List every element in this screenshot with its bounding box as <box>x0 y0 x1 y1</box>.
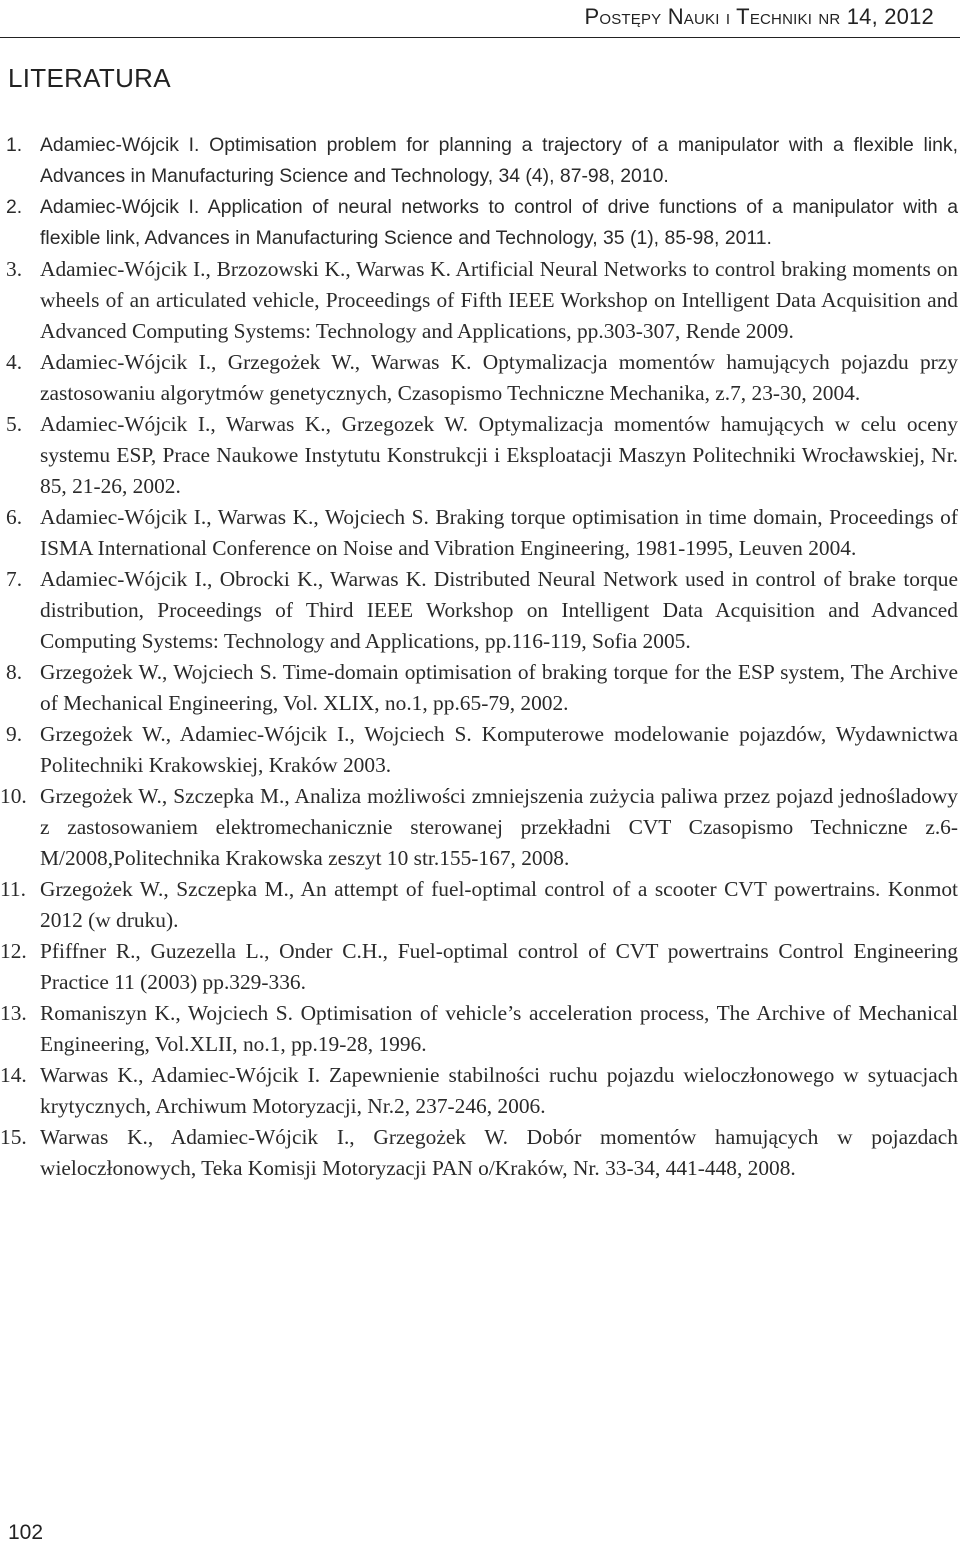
reference-item <box>0 874 958 936</box>
reference-number: 7. <box>6 567 23 591</box>
reference-item <box>0 936 958 998</box>
reference-number: 15. <box>0 1125 27 1149</box>
reference-item <box>0 254 958 347</box>
reference-text: Adamiec-Wójcik I., Obrocki K., Warwas K. Distributed Neural Network used in control of brake torque distribution, Proceedings of Third IEEE Workshop on Intelligent Data Acquisition and Advanced Computing Systems: Technology and Applications, pp.116-119, Sofia 2005. <box>40 567 958 653</box>
reference-text: Grzegożek W., Szczepka M., An attempt of fuel-optimal control of a scooter CVT powertrains. Konmot 2012 (w druku). <box>40 877 958 932</box>
reference-item <box>0 657 958 719</box>
reference-number: 12. <box>0 939 27 963</box>
reference-text: Adamiec-Wójcik I., Brzozowski K., Warwas K. Artificial Neural Networks to control braking moments on wheels of an articulated vehicle, Proceedings of Fifth IEEE Workshop on Intelligent Data Acquisition and Advanced Computing Systems: Technology and Applications, pp.303-307, Rende 2009. <box>40 257 958 343</box>
reference-item <box>0 1060 958 1122</box>
page-number: 102 <box>8 1521 44 1544</box>
reference-number: 5. <box>6 412 23 436</box>
reference-number: 8. <box>6 660 23 684</box>
running-header: Postępy Nauki i Techniki nr 14, 2012 <box>584 4 934 29</box>
reference-text: Grzegożek W., Szczepka M., Analiza możliwości zmniejszenia zużycia paliwa przez pojazd jednośladowy z zastosowaniem elektromechanicznie sterowanej przekładni CVT Czasopismo Techniczne z.6-M/2008,Politechnika Krakowska zeszyt 10 str.155-167, 2008. <box>40 784 958 870</box>
reference-number: 2. <box>6 196 23 218</box>
section-title: LITERATURA <box>8 63 171 93</box>
reference-item <box>0 719 958 781</box>
reference-number: 9. <box>6 722 23 746</box>
reference-number: 4. <box>6 350 23 374</box>
header-rule <box>0 37 960 38</box>
reference-number: 1. <box>6 134 23 156</box>
reference-number: 13. <box>0 1001 27 1025</box>
reference-item <box>0 130 958 192</box>
reference-item <box>0 347 958 409</box>
reference-text: Warwas K., Adamiec-Wójcik I. Zapewnienie stabilności ruchu pojazdu wieloczłonowego w sytuacjach krytycznych, Archiwum Motoryzacji, Nr.2, 237-246, 2006. <box>40 1063 958 1118</box>
reference-number: 10. <box>0 784 27 808</box>
reference-item <box>0 564 958 657</box>
reference-text: Adamiec-Wójcik I., Warwas K., Wojciech S. Braking torque optimisation in time domain, Proceedings of ISMA International Conference on Noise and Vibration Engineering, 1981-1995, Leuven 2004. <box>40 505 958 560</box>
reference-text: Adamiec-Wójcik I., Grzegożek W., Warwas K. Optymalizacja momentów hamujących pojazdu przy zastosowaniu algorytmów genetycznych, Czasopismo Techniczne Mechanika, z.7, 23-30, 2004. <box>40 350 958 405</box>
reference-number: 11. <box>0 877 26 901</box>
reference-text: Grzegożek W., Adamiec-Wójcik I., Wojciech S. Komputerowe modelowanie pojazdów, Wydawnictwa Politechniki Krakowskiej, Kraków 2003. <box>40 722 958 777</box>
reference-item <box>0 1122 958 1184</box>
reference-text: Pfiffner R., Guzezella L., Onder C.H., Fuel-optimal control of CVT powertrains Control Engineering Practice 11 (2003) pp.329-336. <box>40 939 958 994</box>
reference-text: Grzegożek W., Wojciech S. Time-domain optimisation of braking torque for the ESP system, The Archive of Mechanical Engineering, Vol. XLIX, no.1, pp.65-79, 2002. <box>40 660 958 715</box>
reference-item <box>0 192 958 254</box>
reference-text: Adamiec-Wójcik I. Optimisation problem for planning a trajectory of a manipulator with a flexible link, Advances in Manufacturing Science and Technology, 34 (4), 87-98, 2010. <box>40 134 958 187</box>
reference-text: Warwas K., Adamiec-Wójcik I., Grzegożek W. Dobór momentów hamujących w pojazdach wieloczłonowych, Teka Komisji Motoryzacji PAN o/Kraków, Nr. 33-34, 441-448, 2008. <box>40 1125 958 1180</box>
reference-text: Adamiec-Wójcik I. Application of neural networks to control of drive functions of a manipulator with a flexible link, Advances in Manufacturing Science and Technology, 35 (1), 85-98, 2011. <box>40 196 958 249</box>
reference-number: 14. <box>0 1063 27 1087</box>
reference-list <box>0 130 958 1184</box>
reference-text: Romaniszyn K., Wojciech S. Optimisation of vehicle’s acceleration process, The Archive of Mechanical Engineering, Vol.XLII, no.1, pp.19-28, 1996. <box>40 1001 958 1056</box>
reference-item <box>0 502 958 564</box>
reference-number: 3. <box>6 257 23 281</box>
reference-number: 6. <box>6 505 23 529</box>
reference-item <box>0 409 958 502</box>
reference-item <box>0 781 958 874</box>
reference-item <box>0 998 958 1060</box>
reference-text: Adamiec-Wójcik I., Warwas K., Grzegozek W. Optymalizacja momentów hamujących w celu oceny systemu ESP, Prace Naukowe Instytutu Konstrukcji i Eksploatacji Maszyn Politechniki Wrocławskiej, Nr. 85, 21-26, 2002. <box>40 412 958 498</box>
